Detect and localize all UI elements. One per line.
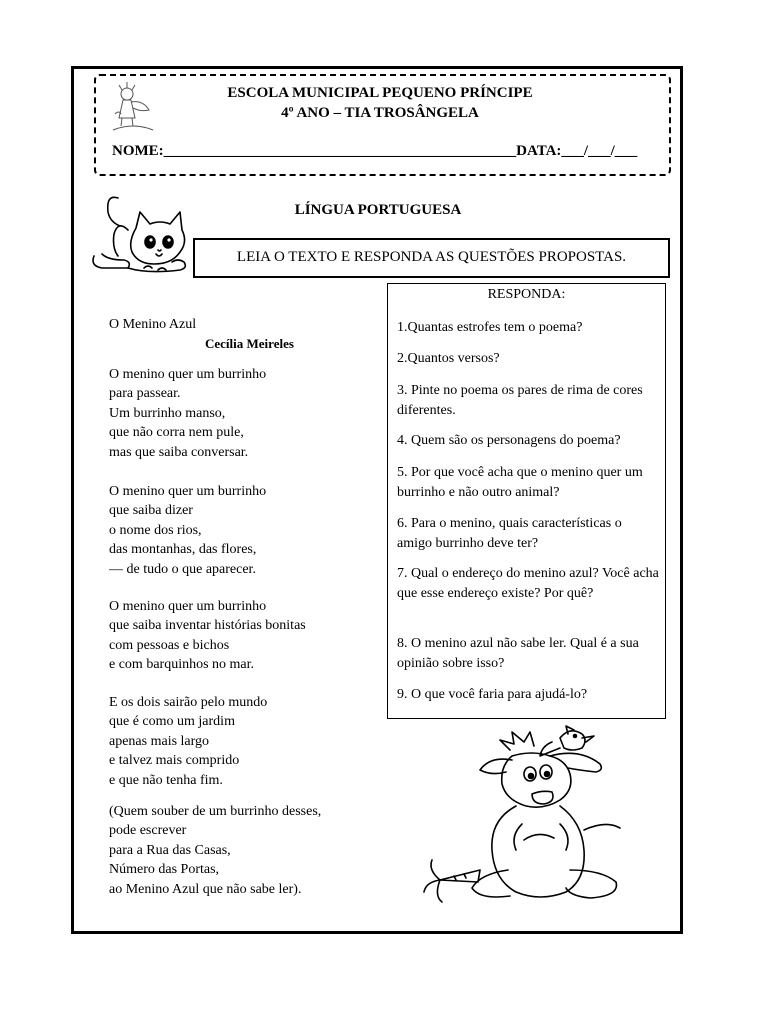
poem-verse: o nome dos rios,: [109, 522, 202, 538]
poem-verse: que saiba inventar histórias bonitas: [109, 618, 306, 634]
question-item: 5. Por que você acha que o menino quer um burrinho e não outro animal?: [397, 465, 643, 500]
poem-verse: mas que saiba conversar.: [109, 444, 249, 460]
poem-verse: O menino quer um burrinho: [109, 484, 267, 499]
donkey-with-bird-icon: [420, 720, 645, 915]
poem-verse: para passear.: [109, 386, 181, 402]
poem-author: Cecília Meireles: [205, 336, 294, 351]
poem-verse: para a Rua das Casas,: [109, 842, 231, 858]
class-line: 4º ANO – TIA TROSÂNGELA: [281, 105, 479, 121]
poem-verse: e que não tenha fim.: [109, 772, 223, 788]
poem-verse: e talvez mais comprido: [109, 753, 240, 769]
poem-verse: E os dois sairão pelo mundo: [109, 695, 268, 710]
name-date-field[interactable]: NOME:_______________________________________________DATA:___/___/___: [112, 143, 638, 159]
subject-title: LÍNGUA PORTUGUESA: [294, 202, 462, 218]
poem-verse: Número das Portas,: [109, 862, 220, 878]
question-item: 1.Quantas estrofes tem o poema?: [397, 320, 583, 335]
poem-stanza: [109, 802, 321, 899]
question-item: 6. Para o menino, quais características o amigo burrinho deve ter?: [397, 516, 622, 551]
poem-verse: O menino quer um burrinho: [109, 599, 267, 614]
question-item: 4. Quem são os personagens do poema?: [397, 433, 621, 448]
poem-verse: e com barquinhos no mar.: [109, 657, 255, 673]
poem-verse: — de tudo o que aparecer.: [109, 561, 256, 577]
poem-verse: com pessoas e bichos: [109, 637, 230, 653]
poem-verse: O menino quer um burrinho: [109, 367, 267, 382]
question-item: 9. O que você faria para ajudá-lo?: [397, 687, 588, 702]
kitten-icon: [88, 190, 190, 278]
poem-stanza: [109, 597, 306, 675]
poem-verse: que saiba dizer: [109, 503, 193, 519]
poem-verse: das montanhas, das flores,: [109, 542, 257, 558]
question-item: 3. Pinte no poema os pares de rima de cores diferentes.: [397, 383, 643, 418]
question-item: 8. O menino azul não sabe ler. Qual é a sua opinião sobre isso?: [397, 636, 639, 671]
instruction-box: LEIA O TEXTO E RESPONDA AS QUESTÕES PROPOSTAS.: [193, 238, 670, 278]
question-item: 2.Quantos versos?: [397, 351, 500, 366]
poem-stanza: [109, 693, 267, 790]
question-item: 7. Qual o endereço do menino azul? Você acha que esse endereço existe? Por quê?: [397, 566, 659, 601]
poem-stanza: [109, 365, 266, 462]
poem-verse: que é como um jardim: [109, 714, 235, 730]
little-prince-icon: [103, 80, 163, 134]
poem-verse: (Quem souber de um burrinho desses,: [109, 804, 322, 819]
poem-verse: apenas mais largo: [109, 733, 210, 749]
poem-title: O Menino Azul: [109, 317, 197, 332]
poem-verse: que não corra nem pule,: [109, 425, 244, 441]
questions-heading: RESPONDA:: [487, 287, 566, 302]
school-name: ESCOLA MUNICIPAL PEQUENO PRÍNCIPE: [227, 85, 533, 101]
poem-verse: ao Menino Azul que não sabe ler).: [109, 881, 302, 897]
poem-stanza: [109, 482, 266, 579]
poem-verse: Um burrinho manso,: [109, 405, 226, 421]
poem-verse: pode escrever: [109, 823, 187, 839]
